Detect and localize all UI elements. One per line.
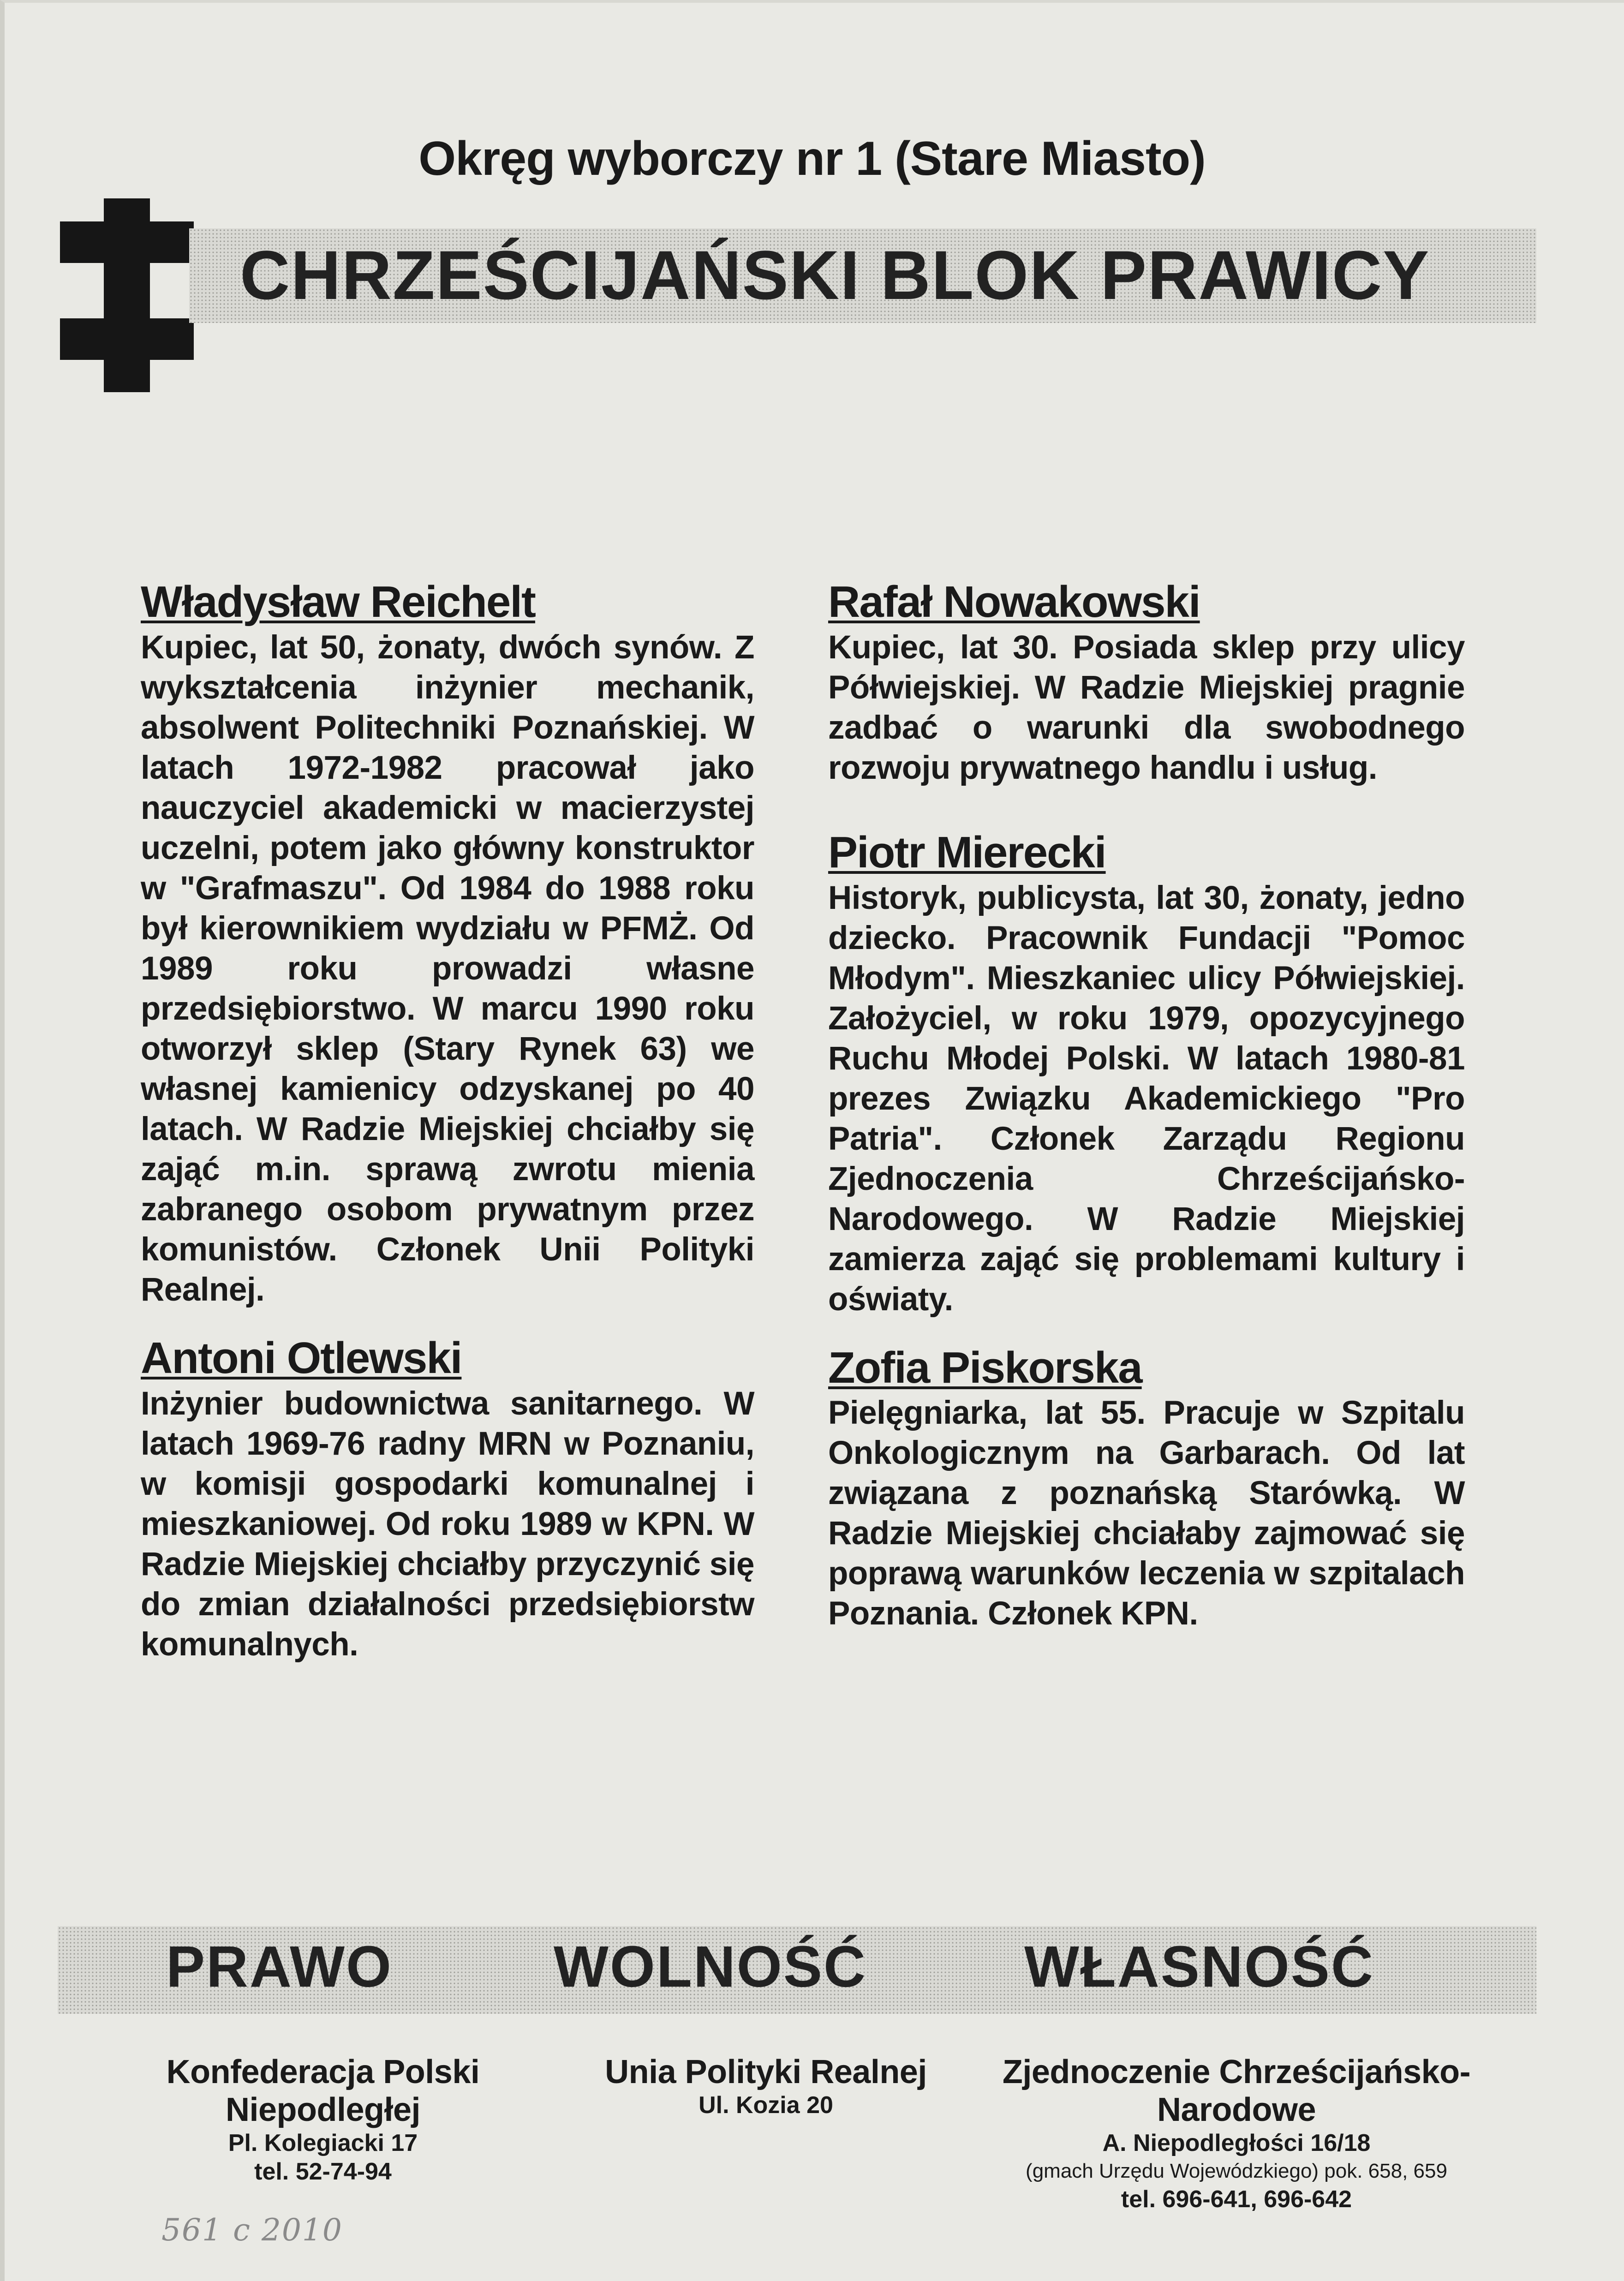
- archive-handwritten-note: 561 c 2010: [161, 2212, 343, 2248]
- org-address: Ul. Kozia 20: [699, 2092, 833, 2119]
- org-building: (gmach Urzędu Wojewódzkiego) pok. 658, 659: [1026, 2160, 1447, 2182]
- district-heading: Okręg wyborczy nr 1 (Stare Miasto): [418, 132, 1206, 185]
- candidate-name: Rafał Nowakowski: [828, 577, 1200, 627]
- candidate-name: Władysław Reichelt: [141, 577, 535, 627]
- candidate-card: [141, 579, 754, 1310]
- org-name: Niepodległej: [225, 2091, 421, 2128]
- org-address: A. Niepodległości 16/18: [1102, 2130, 1371, 2156]
- candidate-card: [141, 1335, 754, 1665]
- candidates-right-column: [828, 579, 1465, 1659]
- org-zchn: [932, 2053, 1541, 2214]
- candidate-card: [828, 579, 1465, 788]
- candidate-bio: Kupiec, lat 50, żonaty, dwóch synów. Z wykształcenia inżynier mechanik, absolwent Politechniki Poznańskiej. W latach 1972-1982 pracował jako nauczyciel akademicki w macierzystej uczelni, potem jako główny konstruktor w "Grafmaszu". Od 1984 do 1988 roku był kierownikiem wydziału w PFMŻ. Od 1989 roku prowadzi własne przedsiębiorstwo. W marcu 1990 roku otworzył sklep (Stary Rynek 63) we własnej kamienicy odzyskanej po 40 latach. W Radzie Miejskiej chciałby się zająć m.in. sprawą zwrotu mienia zabranego osobom prywatnym przez komunistów. Członek Unii Polityki Realnej.: [141, 629, 754, 1308]
- org-phone: tel. 52-74-94: [254, 2158, 392, 2185]
- slogan-law: PRAWO: [166, 1934, 393, 1999]
- candidate-bio: Inżynier budownictwa sanitarnego. W latach 1969-76 radny MRN w Poznaniu, w komisji gospodarki komunalnej i mieszkaniowej. Od roku 1989 w KPN. W Radzie Miejskiej chciałby przyczynić się do zmian działalności przedsiębiorstw komunalnych.: [141, 1385, 754, 1663]
- org-kpn: [92, 2053, 554, 2186]
- candidate-bio: Pielęgniarka, lat 55. Pracuje w Szpitalu Onkologicznym na Garbarach. Od lat związana z poznańską Starówką. W Radzie Miejskiej chciałaby zajmować się poprawą warunków leczenia w szpitalach Poznania. Członek KPN.: [828, 1395, 1465, 1632]
- org-phone: tel. 696-641, 696-642: [1121, 2186, 1352, 2213]
- org-name: Unia Polityki Realnej: [605, 2054, 927, 2090]
- candidate-card: [828, 1345, 1465, 1634]
- candidate-bio: Kupiec, lat 30. Posiada sklep przy ulicy Półwiejskiej. W Radzie Miejskiej pragnie zadbać o warunki dla swobodnego rozwoju prywatnego handlu i usług.: [828, 629, 1465, 786]
- org-name: Narodowe: [1157, 2091, 1316, 2128]
- candidate-card: [828, 827, 1465, 1320]
- slogan-freedom: WOLNOŚĆ: [554, 1934, 867, 1999]
- slogan-property: WŁASNOŚĆ: [1024, 1934, 1374, 1999]
- candidate-name: Piotr Mierecki: [828, 827, 1106, 877]
- party-title: CHRZEŚCIJAŃSKI BLOK PRAWICY: [240, 236, 1430, 314]
- org-upr: [535, 2053, 997, 2120]
- candidates-left-column: [141, 579, 754, 1690]
- org-name: Konfederacja Polski: [166, 2054, 480, 2090]
- org-name: Zjednoczenie Chrześcijańsko-: [1002, 2054, 1471, 2090]
- candidate-bio: Historyk, publicysta, lat 30, żonaty, jedno dziecko. Pracownik Fundacji "Pomoc Młodym". Mieszkaniec ulicy Półwiejskiej. Założyciel, w roku 1979, opozycyjnego Ruchu Młodej Polski. W latach 1980-81 prezes Związku Akademickiego "Pro Patria". Członek Zarządu Regionu Zjednoczenia Chrześcijańsko-Narodowego. W Radzie Miejskiej zamierza zająć się problemami kultury i oświaty.: [828, 879, 1465, 1318]
- candidate-name: Zofia Piskorska: [828, 1343, 1142, 1392]
- double-cross-icon: [60, 198, 194, 392]
- candidate-name: Antoni Otlewski: [141, 1333, 462, 1383]
- org-address: Pl. Kolegiacki 17: [228, 2130, 418, 2156]
